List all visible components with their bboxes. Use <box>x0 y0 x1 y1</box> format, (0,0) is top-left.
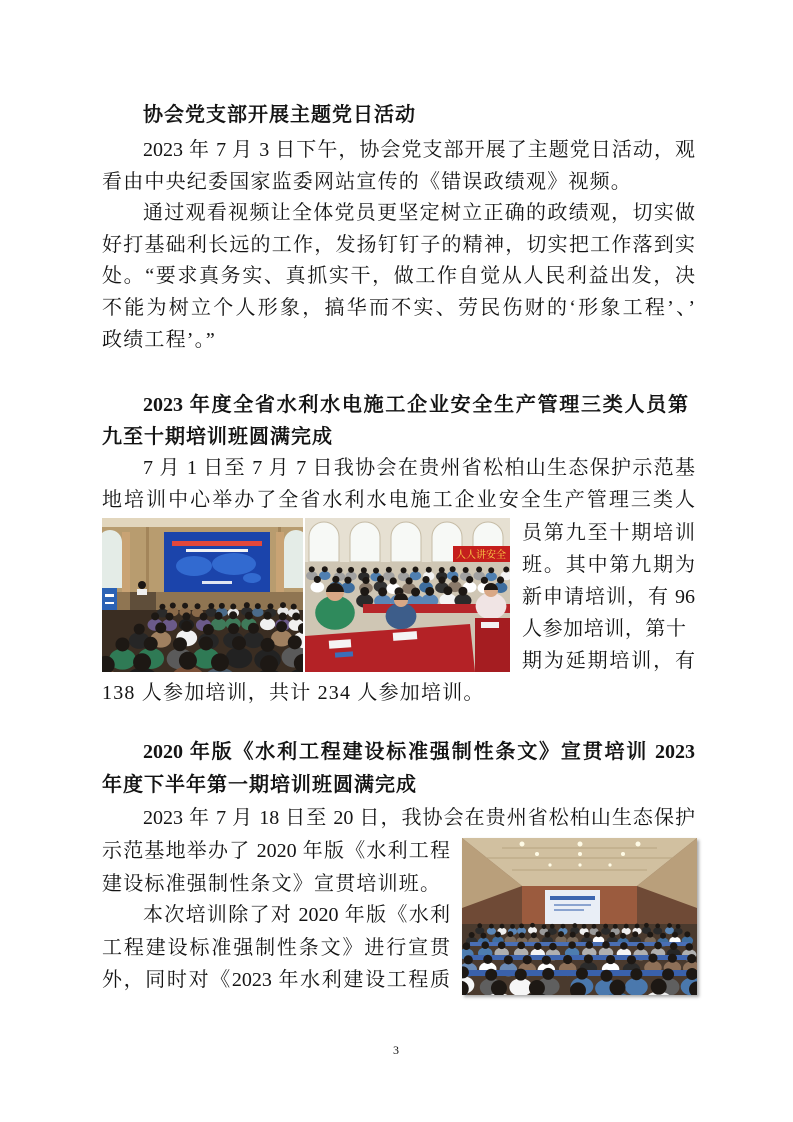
audience-head <box>637 943 645 951</box>
audience-head <box>507 931 513 937</box>
ceiling-light <box>520 842 525 847</box>
audience-head <box>422 576 429 583</box>
audience-head <box>660 933 666 939</box>
audience-head <box>344 577 351 584</box>
curtain <box>276 532 284 592</box>
audience-head <box>244 602 250 608</box>
audience-head <box>476 567 482 573</box>
audience-head <box>500 924 505 929</box>
audience-body <box>601 928 610 935</box>
article-1-title: 协会党支部开展主题党日活动 <box>143 104 416 126</box>
audience-head <box>405 577 412 584</box>
article-2-line: 期为延期培训，有 <box>522 650 695 672</box>
audience-head <box>291 604 297 610</box>
audience-body <box>625 978 648 995</box>
audience-head <box>627 955 636 964</box>
screen-map-shape <box>176 556 212 576</box>
audience-head <box>280 602 286 608</box>
audience-head <box>208 603 214 609</box>
audience-head <box>644 923 649 928</box>
photo-canvas <box>102 518 303 672</box>
audience-head <box>585 941 593 949</box>
audience-head <box>542 924 547 929</box>
article-3-line: 建设标准强制性条文》宣贯培训班。 <box>102 873 442 895</box>
audience-head <box>292 613 300 621</box>
audience-head <box>170 603 176 609</box>
audience-head <box>181 621 192 632</box>
audience-head <box>248 623 259 634</box>
audience-body <box>252 608 263 617</box>
article-1-line: 处。“要求真务实、真抓实干，做工作自觉从人民利益出发，决 <box>102 265 695 287</box>
audience-head <box>517 942 525 950</box>
audience-head <box>489 924 494 929</box>
audience-head <box>662 968 674 980</box>
audience-head <box>401 567 407 573</box>
ceiling-light <box>548 863 551 866</box>
ceiling-light <box>608 863 611 866</box>
audience-head <box>488 567 494 573</box>
audience-head <box>672 932 678 938</box>
audience-head <box>613 924 618 929</box>
audience-head <box>495 931 501 937</box>
audience-head <box>655 924 660 929</box>
audience-head <box>477 923 482 928</box>
audience-head <box>667 923 672 928</box>
audience-head <box>390 577 397 584</box>
audience-head <box>670 942 678 950</box>
audience-head <box>450 566 456 572</box>
audience-head <box>632 931 638 937</box>
audience-head <box>322 566 328 572</box>
window <box>309 522 339 562</box>
audience-head <box>582 924 587 929</box>
audience-head <box>182 612 190 620</box>
curtain <box>122 532 130 592</box>
audience-head <box>438 577 445 584</box>
audience-head <box>228 623 239 634</box>
audience-head <box>603 924 608 929</box>
article-2-line: 人参加培训，第十 <box>522 618 686 640</box>
audience-head <box>115 637 129 651</box>
audience-head <box>481 941 489 949</box>
audience-head <box>360 587 369 596</box>
article-2-line: 138 人参加培训，共计 234 人参加培训。 <box>102 682 485 704</box>
audience-head <box>264 612 272 620</box>
audience-head <box>378 587 387 596</box>
audience-head <box>288 635 302 649</box>
audience-head <box>480 933 486 939</box>
paper <box>481 622 499 628</box>
photo-canvas <box>462 838 697 995</box>
audience-head <box>466 576 473 583</box>
audience-head <box>165 613 173 621</box>
banner-stripe <box>105 594 114 597</box>
audience-head <box>458 587 467 596</box>
audience-head <box>568 941 576 949</box>
page-number: 3 <box>393 1043 399 1057</box>
screen-footer-bar <box>202 581 232 584</box>
article-3-line: 本次培训除了对 2020 年版《水利 <box>143 904 450 926</box>
article-3-title: 2020 年版《水利工程建设标准强制性条文》宣贯培训 2023 <box>143 741 695 763</box>
article-3-line: 工程建设标准强制性条文》进行宣贯 <box>102 937 450 959</box>
audience-head <box>601 970 613 982</box>
screen-text-bar <box>554 909 584 911</box>
screen-map-shape <box>243 573 261 583</box>
audience-head <box>469 932 475 938</box>
article-1-line: 不能为树立个人形象，搞华而不实、劳民伤财的‘形象工程’、’ <box>102 297 695 319</box>
audience-head <box>211 653 229 671</box>
safety-banner-text: 人人讲安全 <box>456 550 506 561</box>
audience-head <box>531 932 537 938</box>
audience-head <box>362 577 369 584</box>
speaker-head <box>138 581 146 589</box>
ceiling-light <box>578 863 581 866</box>
audience-head <box>530 923 535 928</box>
audience-head <box>203 624 214 635</box>
article-3-line: 外，同时对《2023 年水利建设工程质 <box>102 969 450 991</box>
audience-head <box>155 622 166 633</box>
audience-body <box>260 618 275 630</box>
audience-head <box>498 942 506 950</box>
audience-head <box>348 567 354 573</box>
screen-map-shape <box>212 553 256 575</box>
audience-head <box>229 611 237 619</box>
audience-head <box>504 955 513 964</box>
audience-head <box>620 933 626 939</box>
audience-head <box>558 931 564 937</box>
audience-head <box>309 566 315 572</box>
audience-head <box>684 931 690 937</box>
training-photo-classroom <box>305 518 510 672</box>
audience-head <box>519 932 525 938</box>
audience-head <box>182 603 188 609</box>
screen-subtitle-bar <box>186 549 248 552</box>
audience-body <box>487 928 496 935</box>
audience-head <box>245 612 253 620</box>
audience-head <box>232 636 246 650</box>
audience-head <box>179 652 197 670</box>
audience-head <box>485 969 497 981</box>
audience-head <box>563 955 572 964</box>
article-1-line: 看由中央纪委国家监委网站宣传的《错误政绩观》视频。 <box>102 171 632 193</box>
window <box>284 530 303 588</box>
audience-head <box>654 942 662 950</box>
audience-head <box>549 943 557 951</box>
audience-head <box>687 954 696 963</box>
audience-head <box>386 567 392 573</box>
photo-canvas <box>305 518 510 672</box>
audience-head <box>373 568 379 574</box>
audience-head <box>685 943 693 951</box>
audience-head <box>572 923 577 928</box>
audience-head <box>606 955 615 964</box>
audience-head <box>411 588 420 597</box>
audience-head <box>173 637 187 651</box>
table-cloth <box>466 955 693 960</box>
audience-head <box>425 587 434 596</box>
screen-text-bar <box>554 904 591 906</box>
audience-head <box>279 613 287 621</box>
article-2-line: 地培训中心举办了全省水利水电施工企业安全生产管理三类人 <box>102 489 695 511</box>
audience-head <box>215 612 223 620</box>
window <box>102 530 122 588</box>
audience-head <box>602 941 610 949</box>
audience-head <box>481 577 488 584</box>
audience-head <box>534 942 542 950</box>
article-2-line: 班。其中第九期为 <box>522 554 695 576</box>
ceiling-light <box>535 852 539 856</box>
audience-head <box>630 968 642 980</box>
audience-head <box>519 923 524 928</box>
audience-head <box>576 968 588 980</box>
audience-head <box>635 924 640 929</box>
audience-head <box>624 924 629 929</box>
audience-head <box>542 968 554 980</box>
audience-head <box>651 979 667 995</box>
audience-head <box>332 576 339 583</box>
article-3-line: 2023 年 7 月 18 日至 20 日，我协会在贵州省松柏山生态保护 <box>143 807 695 829</box>
audience-head <box>451 576 458 583</box>
audience-head <box>219 603 225 609</box>
audience-body <box>311 582 325 593</box>
audience-head <box>515 969 527 981</box>
audience-head <box>463 942 471 950</box>
audience-head <box>609 932 615 938</box>
audience-head <box>550 924 555 929</box>
audience-head <box>620 942 628 950</box>
audience-head <box>159 604 165 610</box>
article-2-line: 员第九至十期培训 <box>522 522 695 544</box>
paper <box>329 639 352 649</box>
article-1-line: 2023 年 7 月 3 日下午，协会党支部开展了主题党日活动，观 <box>143 139 695 161</box>
ceiling-light <box>621 852 625 856</box>
audience-head <box>133 653 151 671</box>
article-1-line: 政绩工程’。” <box>102 329 216 351</box>
audience-head <box>596 931 602 937</box>
audience-head <box>497 576 504 583</box>
audience-head <box>483 955 492 964</box>
audience-head <box>523 955 532 964</box>
audience-head <box>510 924 515 929</box>
ceiling-light <box>578 852 582 856</box>
audience-head <box>195 603 201 609</box>
audience-head <box>134 624 145 635</box>
training-photo-lecture <box>102 518 303 672</box>
audience-head <box>439 567 445 573</box>
audience-head <box>230 604 236 610</box>
audience-head <box>255 603 261 609</box>
audience-head <box>200 613 208 621</box>
article-2-line: 7 月 1 日至 7 月 7 日我协会在贵州省松柏山生态保护示范基 <box>143 457 695 479</box>
audience-head <box>584 954 593 963</box>
audience-head <box>361 567 367 573</box>
audience-head <box>412 566 418 572</box>
audience-head <box>314 576 321 583</box>
audience-head <box>570 932 576 938</box>
window <box>391 522 421 562</box>
audience-head <box>648 953 657 962</box>
paper <box>393 631 417 641</box>
audience-head <box>426 567 432 573</box>
audience-head <box>276 621 287 632</box>
audience-body <box>226 647 253 668</box>
audience-head <box>561 924 566 929</box>
audience-head <box>464 955 473 964</box>
audience-head <box>199 636 213 650</box>
article-2-title: 2023 年度全省水利水电施工企业安全生产管理三类人员第 <box>143 394 688 416</box>
training-photo-hall <box>462 838 697 995</box>
window <box>350 522 380 562</box>
banner-stripe <box>105 602 114 604</box>
article-1-line: 通过观看视频让全体党员更坚定树立正确的政绩观，切实做 <box>143 202 695 224</box>
article-2-title: 九至十期培训班圆满完成 <box>102 426 333 448</box>
audience-head <box>544 932 550 938</box>
projection-screen <box>545 890 600 924</box>
ceiling-light <box>636 842 641 847</box>
audience-head <box>609 980 625 995</box>
audience-head <box>336 567 342 573</box>
audience-head <box>144 637 158 651</box>
audience-head <box>592 924 597 929</box>
audience-head <box>668 954 677 963</box>
audience-head <box>542 956 551 965</box>
audience-head <box>443 586 452 595</box>
audience-body <box>653 927 662 934</box>
audience-head <box>261 638 275 652</box>
audience-head <box>267 603 273 609</box>
audience-head <box>676 924 681 929</box>
ceiling <box>102 518 303 527</box>
audience-head <box>377 575 384 582</box>
audience-head <box>584 932 590 938</box>
audience-head <box>151 612 159 620</box>
speaker-body <box>137 589 147 595</box>
screen-title-bar <box>550 896 595 900</box>
article-1-line: 好打基础利长远的工作，发扬钉钉子的精神，切实把工作落到实 <box>102 234 695 256</box>
ceiling-light <box>578 842 583 847</box>
article-3-line: 示范基地举办了 2020 年版《水利工程 <box>102 840 450 862</box>
article-3-title: 年度下半年第一期培训班圆满完成 <box>102 774 417 796</box>
audience-head <box>503 566 509 572</box>
audience-head <box>463 567 469 573</box>
article-2-line: 新申请培训，有 96 <box>522 586 695 608</box>
audience-head <box>647 932 653 938</box>
screen-title-bar <box>172 541 262 546</box>
